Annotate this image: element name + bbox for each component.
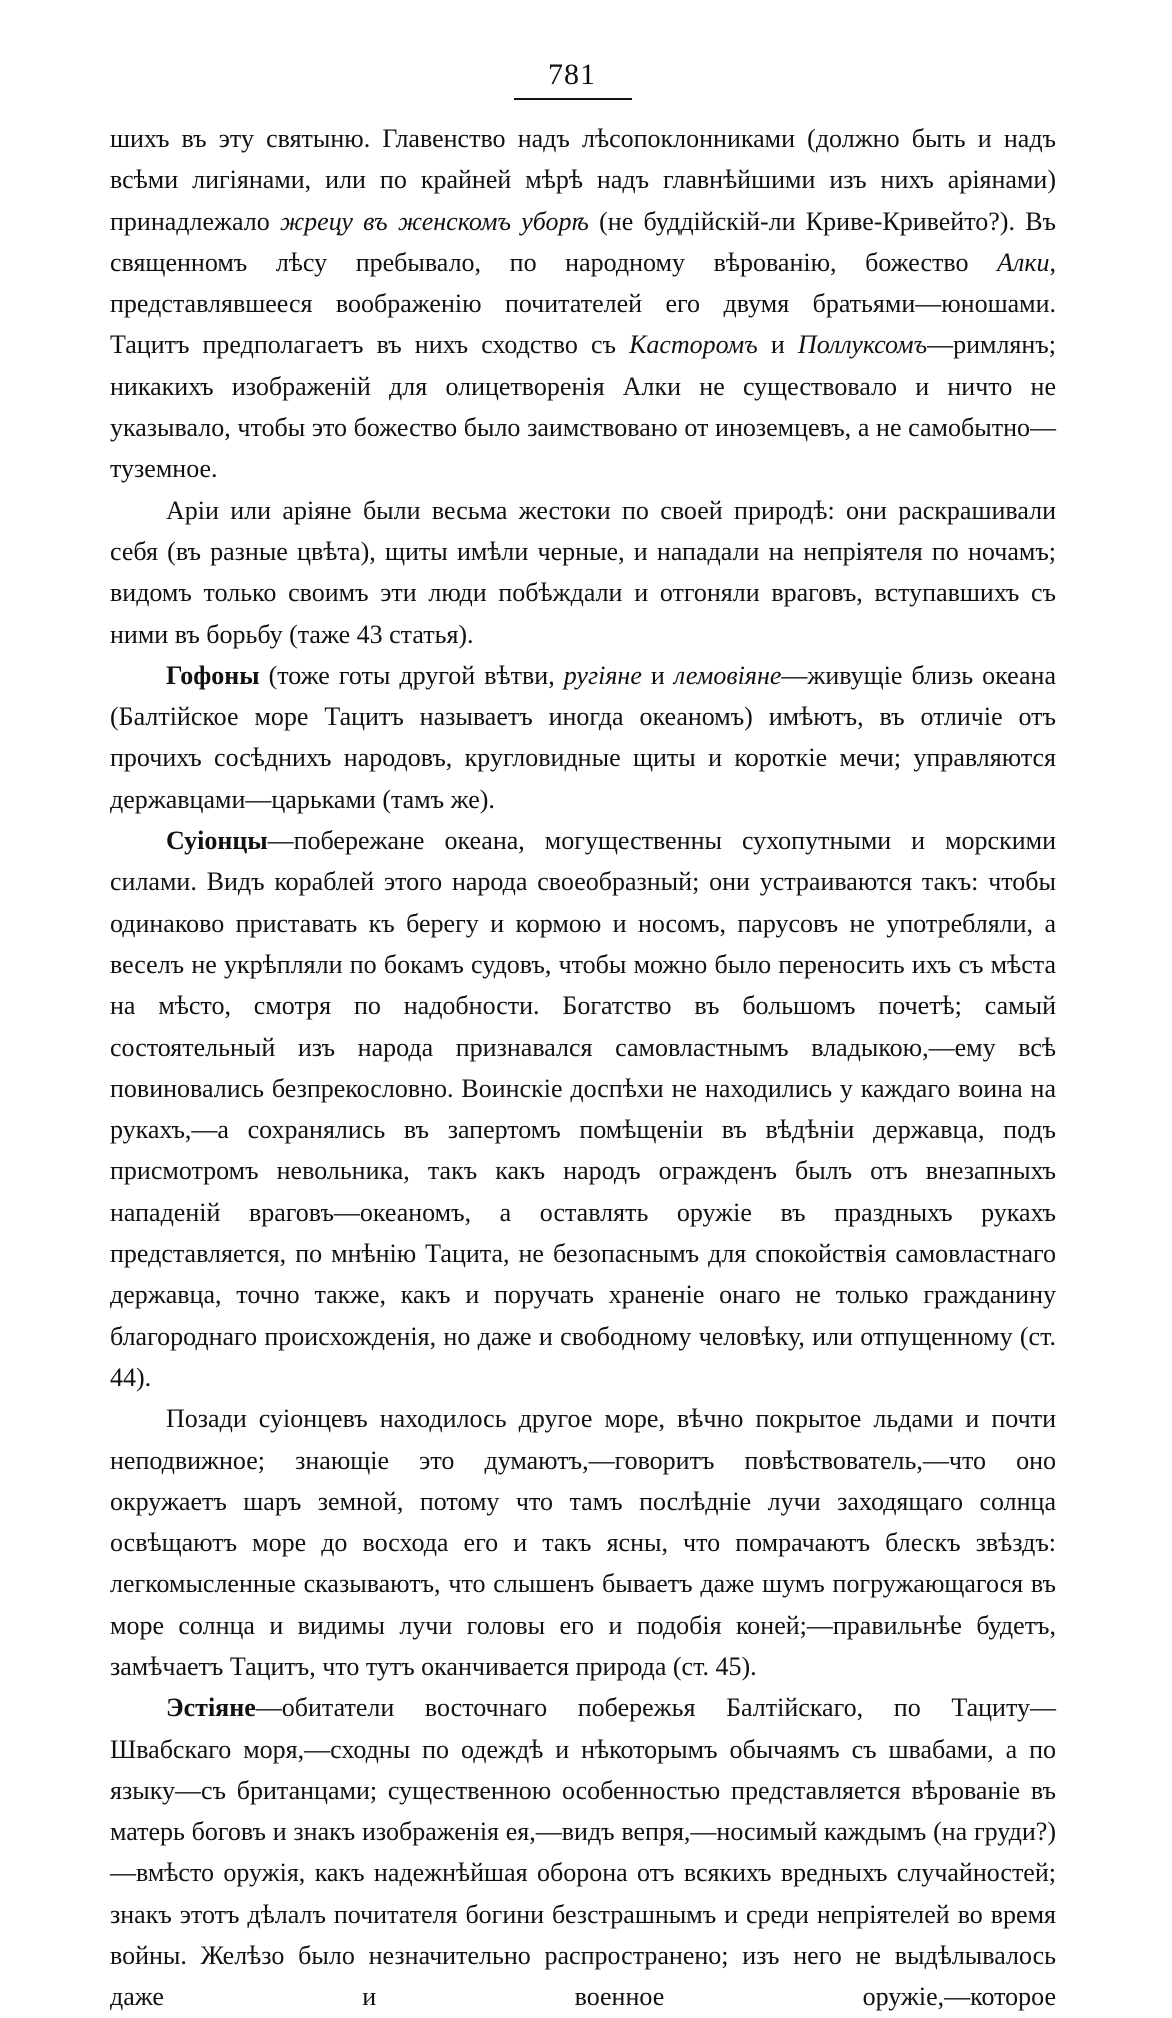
text-run: (не буддійскій-ли Криве-Кривейто?). Въ священномъ лѣсу пребывало, по народному вѣрованію, божество	[110, 206, 1056, 277]
bold-term: Эстіяне	[166, 1693, 256, 1723]
text-run: и	[757, 330, 798, 360]
italic-term: Алки	[997, 247, 1050, 277]
bold-term: Гофоны	[166, 660, 260, 690]
text-run: —римлянъ; никакихъ изображеній для олицетворенія Алки не существовало и ничто не указывало, чтобы это божество было заимствовано от иноземцевъ, а не самобытно—туземное.	[110, 330, 1056, 484]
text-run: Позади суіонцевъ находилось другое море, вѣчно покрытое льдами и почти неподвижное; знающіе это думаютъ,—говоритъ повѣствователь,—что оно окружаетъ шаръ земной, потому что тамъ послѣдніе лучи заходящаго солнца освѣщаютъ море до восхода его и такъ ясны, что помрачаютъ блескъ звѣздъ: легкомысленные сказываютъ, что слышенъ бываетъ даже шумъ погружающагося въ море солнца и видимы лучи головы его и подобія коней;—правильнѣе будетъ, замѣчаетъ Тацитъ, что тутъ оканчивается природа (ст. 45).	[110, 1404, 1056, 1681]
paragraph	[110, 655, 1056, 820]
italic-term: Поллуксомъ	[797, 330, 928, 360]
text-run: —побережане океана, могущественны сухопутными и морскими силами. Видъ кораблей этого народа своеобразный; они устраиваются такъ: чтобы одинаково приставать къ берегу и кормою и носомъ, парусовъ не употребляли, а веселъ не укрѣпляли по бокамъ судовъ, чтобы можно было переносить ихъ съ мѣста на мѣсто, смотря по надобности. Богатство въ большомъ почетѣ; самый состоятельный изъ народа признавался самовластнымъ владыкою,—ему всѣ повиновались безпрекословно. Воинскіе доспѣхи не находились у каждаго воина на рукахъ,—а сохранялись въ запертомъ помѣщеніи въ вѣдѣніи державца, подъ присмотромъ невольника, такъ какъ народъ огражденъ былъ отъ внезапныхъ нападеній враговъ—океаномъ, а оставлять оружіе въ праздныхъ рукахъ представляется, по мнѣнію Тацита, не безопаснымъ для спокойствія самовластнаго державца, точно также, какъ и поручать храненіе онаго не только гражданину благороднаго происхожденія, но даже и свободному человѣку, или отпущенному (ст. 44).	[110, 826, 1056, 1392]
paragraph	[110, 118, 1056, 490]
italic-term: ругіяне	[563, 660, 642, 690]
text-run: (тоже готы другой вѣтви,	[259, 660, 564, 690]
text-run: , представлявшееся воображенію почитателей его двумя братьями—юношами. Тацитъ предполагаетъ въ нихъ сходство съ	[110, 247, 1056, 360]
paragraph	[110, 490, 1056, 655]
page-number: 781	[548, 58, 596, 91]
text-run: —обитатели восточнаго побережья Балтійскаго, по Тациту—Швабскаго моря,—сходны по одеждѣ и нѣкоторымъ обычаямъ съ швабами, а по языку—съ британцами; существенною особенностью представляется вѣрованіе въ матерь боговъ и знакъ изображенія ея,—видъ вепря,—носимый каждымъ (на груди?)—вмѣсто оружія, какъ надежнѣйшая оборона отъ всякихъ вредныхъ случайностей; знакъ этотъ дѣлалъ почитателя богини безстрашнымъ и среди непріятелей во время войны. Желѣзо было незначительно распространено; изъ него не выдѣлывалось даже и военное оружіе,—которое	[110, 1693, 1056, 2012]
paragraph	[110, 820, 1056, 1398]
text-run: и	[641, 660, 674, 690]
italic-term: Касторомъ	[629, 330, 758, 360]
page-number-rule	[514, 98, 632, 100]
paragraph	[110, 1398, 1056, 1687]
page-body-text	[110, 118, 1056, 2018]
text-run: шихъ въ эту святыню. Главенство надъ лѣсопоклонниками (должно быть и надъ всѣми лигіянами, или по крайней мѣрѣ надъ главнѣйшими изъ нихъ аріянами) принадлежало	[110, 124, 1056, 236]
paragraph	[110, 1687, 1056, 2017]
italic-term: лемовіяне	[673, 660, 782, 690]
italic-term: жрецу въ женскомъ уборѣ	[280, 206, 589, 236]
text-run: —живущіе близь океана (Балтійское море Тацитъ называетъ иногда океаномъ) имѣютъ, въ отличіе отъ прочихъ сосѣднихъ народовъ, кругловидные щиты и короткіе мечи; управляются державцами—царьками (тамъ же).	[110, 660, 1056, 814]
bold-term: Суіонцы	[166, 826, 268, 856]
text-run: Аріи или аріяне были весьма жестоки по своей природѣ: они раскрашивали себя (въ разные цвѣта), щиты имѣли черные, и нападали на непріятеля по ночамъ; видомъ только своимъ эти люди побѣждали и отгоняли враговъ, вступавшихъ съ ними въ борьбу (таже 43 статья).	[110, 495, 1056, 649]
